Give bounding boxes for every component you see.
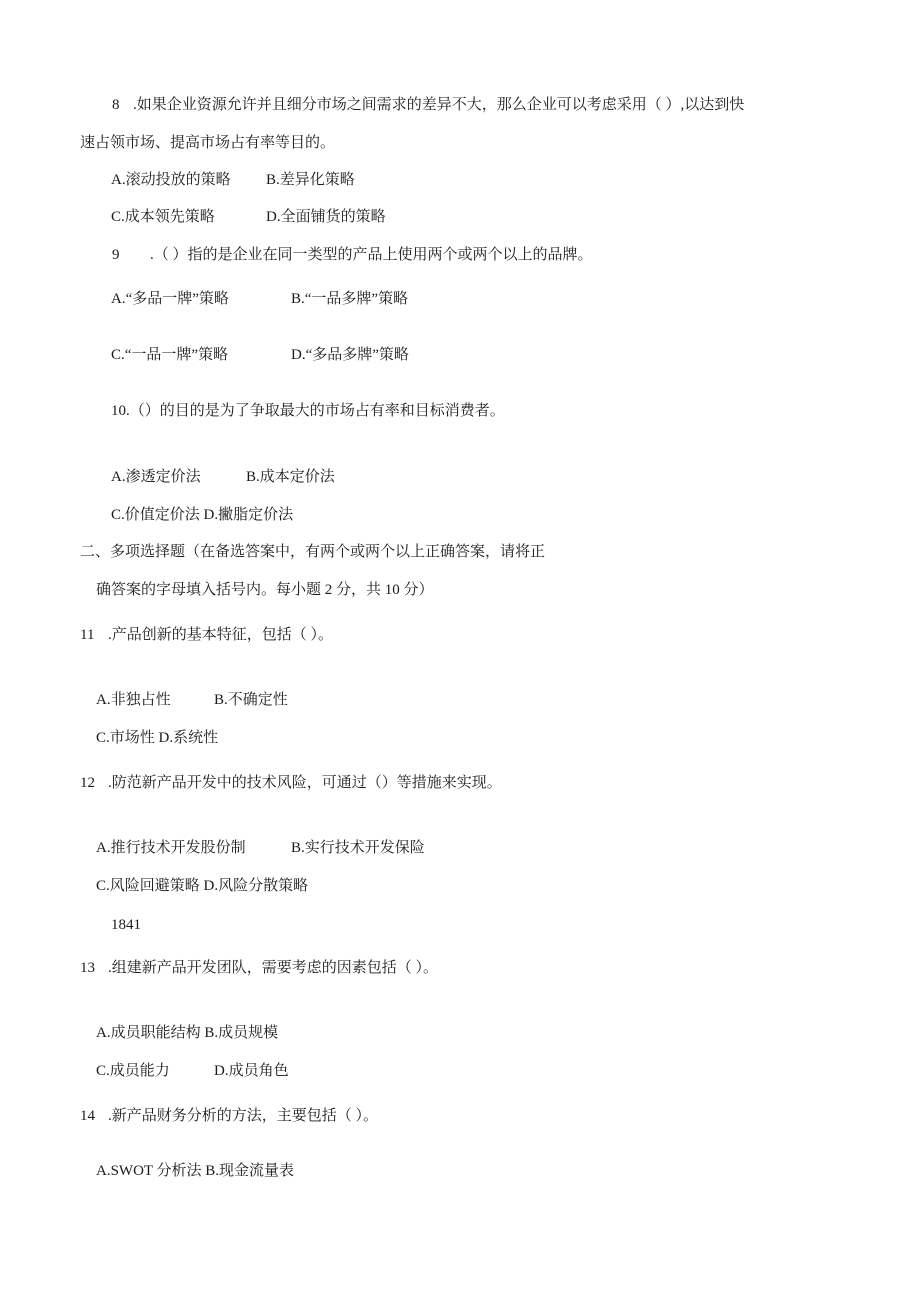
q11-number: 11 [80, 627, 95, 643]
q8-stem-line1: .如果企业资源允许并且细分市场之间需求的差异不大，那么企业可以考虑采用（ ）,以达到快 [133, 97, 745, 113]
q10-option-cd: C.价值定价法 D.撇脂定价法 [111, 507, 294, 523]
q10-stem: 10.（）的目的是为了争取最大的市场占有率和目标消费者。 [111, 403, 505, 419]
q13-option-c: C.成员能力 [96, 1063, 170, 1079]
q8-option-c: C.成本领先策略 [111, 209, 215, 225]
q12-option-cd: C.风险回避策略 D.风险分散策略 [96, 878, 309, 894]
q10-option-a: A.渗透定价法 [111, 469, 201, 485]
q9-option-b: B.“一品多牌”策略 [291, 291, 409, 307]
q9-option-d: D.“多品多牌”策略 [291, 347, 409, 363]
q8-option-b: B.差异化策略 [266, 172, 355, 188]
q14-stem: .新产品财务分析的方法，主要包括（ ）。 [108, 1108, 379, 1124]
q11-stem: .产品创新的基本特征，包括（ ）。 [108, 627, 334, 643]
q11-option-cd: C.市场性 D.系统性 [96, 730, 219, 746]
q12-option-a: A.推行技术开发股份制 [96, 840, 246, 856]
section2-heading-line1: 二、多项选择题（在备选答案中，有两个或两个以上正确答案，请将正 [80, 544, 546, 560]
q8-number: 8 [112, 97, 120, 113]
section2-heading-line2: 确答案的字母填入括号内。每小题 2 分，共 10 分） [96, 582, 434, 598]
q9-number: 9 [112, 247, 120, 263]
q12-stem: .防范新产品开发中的技术风险，可通过（）等措施来实现。 [108, 775, 502, 791]
q10-option-b: B.成本定价法 [246, 469, 335, 485]
q12-number: 12 [80, 775, 95, 791]
q9-option-c: C.“一品一牌”策略 [111, 347, 229, 363]
q13-stem: .组建新产品开发团队，需要考虑的因素包括（ ）。 [108, 960, 439, 976]
q11-option-a: A.非独占性 [96, 692, 171, 708]
page-mark: 1841 [111, 917, 141, 933]
q8-stem-line2: 速占领市场、提高市场占有率等目的。 [80, 135, 336, 151]
q12-option-b: B.实行技术开发保险 [291, 840, 425, 856]
q13-option-ab: A.成员职能结构 B.成员规模 [96, 1025, 279, 1041]
q14-number: 14 [80, 1108, 95, 1124]
q8-option-a: A.滚动投放的策略 [111, 172, 231, 188]
q11-option-b: B.不确定性 [214, 692, 288, 708]
q9-stem: .（ ）指的是企业在同一类型的产品上使用两个或两个以上的品牌。 [150, 247, 593, 263]
q14-option-ab: A.SWOT 分析法 B.现金流量表 [96, 1163, 295, 1179]
q8-option-d: D.全面铺货的策略 [266, 209, 386, 225]
q13-number: 13 [80, 960, 95, 976]
q9-option-a: A.“多品一牌”策略 [111, 291, 229, 307]
q13-option-d: D.成员角色 [214, 1063, 289, 1079]
